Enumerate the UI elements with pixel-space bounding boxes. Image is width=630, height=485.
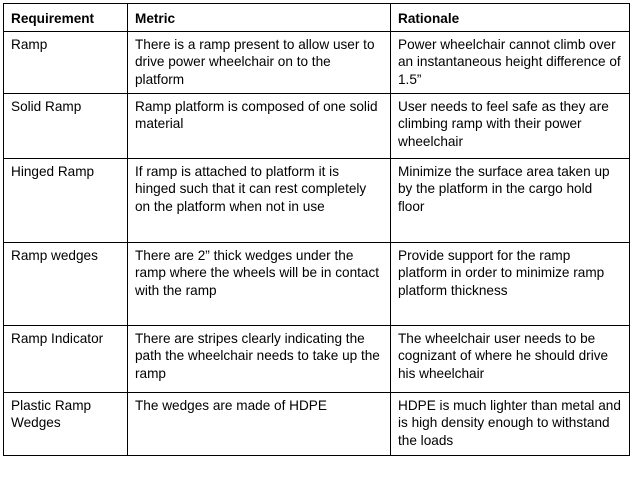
table-row	[4, 243, 630, 326]
requirement-cell: Ramp Indicator	[4, 326, 128, 393]
header-requirement: Requirement	[4, 4, 128, 32]
table-row	[4, 32, 630, 94]
rationale-cell: The wheelchair user needs to be cognizant of where he should drive his wheelchair	[391, 326, 630, 393]
metric-cell: Ramp platform is composed of one solid material	[128, 94, 391, 159]
requirement-cell: Ramp	[4, 32, 128, 94]
table-row	[4, 159, 630, 243]
header-rationale: Rationale	[391, 4, 630, 32]
metric-cell: There are 2” thick wedges under the ramp where the wheels will be in contact with the ramp	[128, 243, 391, 326]
metric-cell: There are stripes clearly indicating the path the wheelchair needs to take up the ramp	[128, 326, 391, 393]
table-header-row	[4, 4, 630, 32]
rationale-cell: Power wheelchair cannot climb over an instantaneous height difference of 1.5”	[391, 32, 630, 94]
table-row	[4, 94, 630, 159]
rationale-cell: HDPE is much lighter than metal and is high density enough to withstand the loads	[391, 393, 630, 456]
table-row	[4, 326, 630, 393]
requirement-cell: Ramp wedges	[4, 243, 128, 326]
table-row	[4, 393, 630, 456]
metric-cell: The wedges are made of HDPE	[128, 393, 391, 456]
requirement-cell: Hinged Ramp	[4, 159, 128, 243]
metric-cell: If ramp is attached to platform it is hinged such that it can rest completely on the platform when not in use	[128, 159, 391, 243]
requirement-cell: Plastic Ramp Wedges	[4, 393, 128, 456]
header-metric: Metric	[128, 4, 391, 32]
rationale-cell: Provide support for the ramp platform in order to minimize ramp platform thickness	[391, 243, 630, 326]
metric-cell: There is a ramp present to allow user to drive power wheelchair on to the platform	[128, 32, 391, 94]
requirement-cell: Solid Ramp	[4, 94, 128, 159]
rationale-cell: User needs to feel safe as they are climbing ramp with their power wheelchair	[391, 94, 630, 159]
requirements-table	[3, 3, 630, 456]
rationale-cell: Minimize the surface area taken up by the platform in the cargo hold floor	[391, 159, 630, 243]
